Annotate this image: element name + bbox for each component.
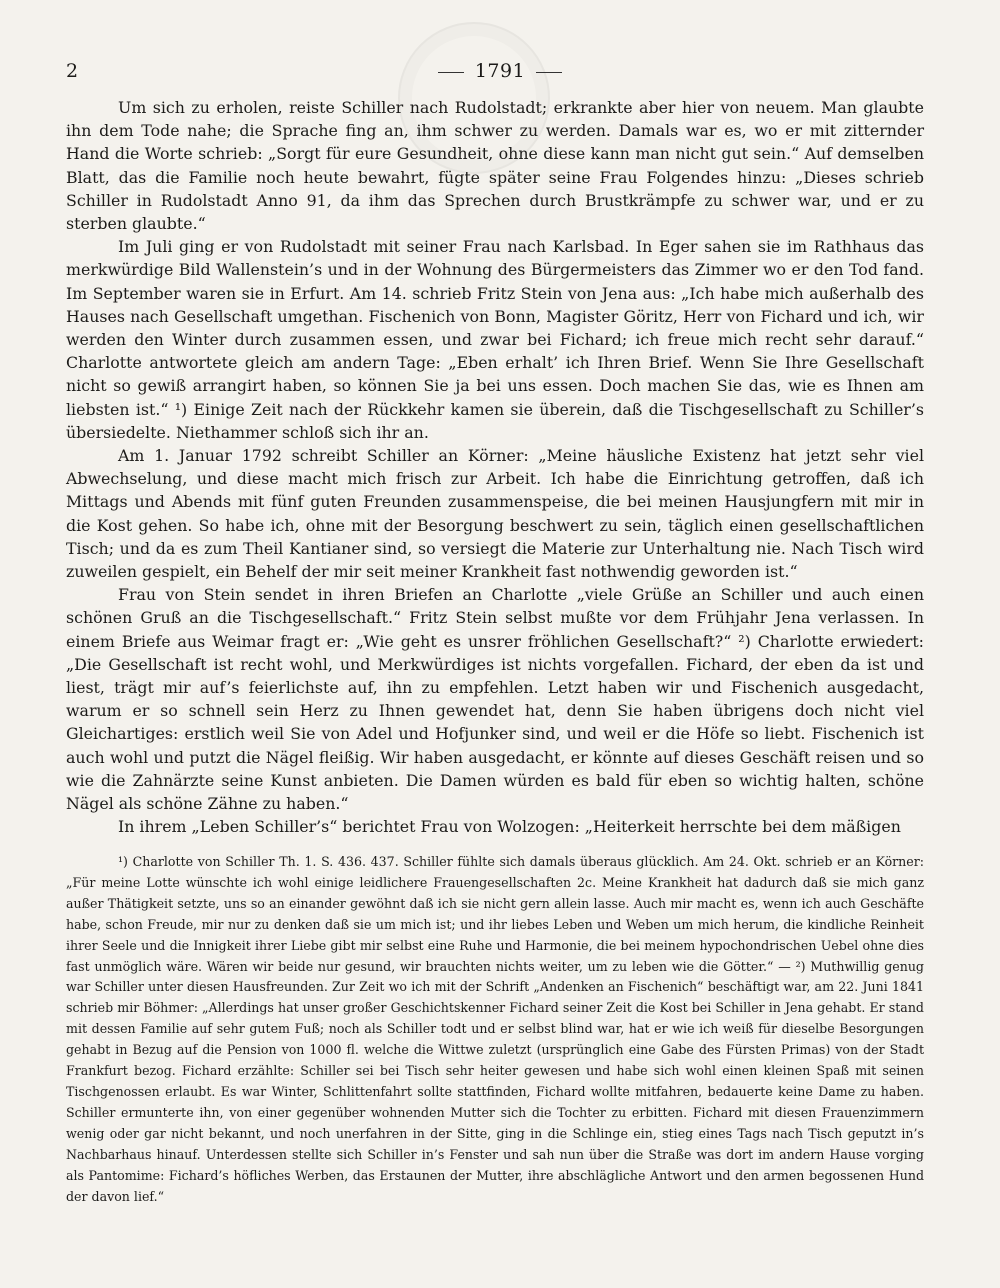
- page-header: [66, 60, 934, 86]
- page-number: 2: [66, 60, 79, 82]
- body-paragraph: In ihrem „Leben Schiller’s“ berichtet Frau von Wolzogen: „Heiterkeit herrschte bei dem mäßigen: [118, 817, 901, 837]
- header-dash-right: [536, 72, 562, 73]
- body-paragraph: Am 1. Januar 1792 schreibt Schiller an Körner: „Meine häusliche Existenz hat jetzt sehr viel Abwechselung, und diese macht mich frisch zur Arbeit. Ich habe die Einrichtung getroffen, daß ich Mittags und Abends mit fünf guten Freunden zusammenspeise, die bei meinen Hausjungfern mit mir in die Kost gehen. So habe ich, ohne mit der Besorgung beschwert zu sein, täglich einen gesellschaftlichen Tisch; und da es zum Theil Kantianer sind, so versiegt die Materie zur Unterhaltung nie. Nach Tisch wird zuweilen gespielt, ein Behelf der mir seit meiner Krankheit fast nothwendig geworden ist.“: [66, 446, 924, 582]
- body-paragraph: Frau von Stein sendet in ihren Briefen an Charlotte „viele Grüße an Schiller und auch einen schönen Gruß an die Tischgesellschaft.“ Fritz Stein selbst mußte vor dem Frühjahr Jena verlassen. In einem Briefe aus Weimar fragt er: „Wie geht es unsrer fröhlichen Gesellschaft?“ ²) Charlotte erwiedert: „Die Gesellschaft ist recht wohl, und Merkwürdiges ist nichts vorgefallen. Fichard, der eben da ist und liest, trägt mir auf’s feierlichste auf, ihn zu empfehlen. Letzt haben wir und Fischenich ausgedacht, warum er so schnell sein Herz zu Ihnen gewendet hat, denn Sie haben übrigens doch nicht viel Gleichartiges: erstlich weil Sie von Adel und Hofjunker sind, und weil er die Höfe so liebt. Fischenich ist auch wohl und putzt die Nägel fleißig. Wir haben ausgedacht, er könnte auf dieses Geschäft reisen und so wie die Zahnärzte seine Kunst anbieten. Die Damen würden es bald für eben so wichtig halten, schöne Nägel als schöne Zähne zu haben.“: [66, 585, 924, 814]
- running-head-year: 1791: [474, 60, 526, 82]
- footnotes: [66, 852, 924, 1207]
- running-head: [66, 60, 934, 82]
- body-paragraph: Um sich zu erholen, reiste Schiller nach Rudolstadt; erkrankte aber hier von neuem. Man glaubte ihn dem Tode nahe; die Sprache fing an, ihm schwer zu werden. Damals war es, wo er mit zitternder Hand die Worte schrieb: „Sorgt für eure Gesundheit, ohne diese kann man nicht gut sein.“ Auf demselben Blatt, das die Familie noch heute bewahrt, fügte später seine Frau Folgendes hinzu: „Dieses schrieb Schiller in Rudolstadt Anno 91, da ihm das Sprechen durch Brustkrämpfe zu schwer war, und er zu sterben glaubte.“: [66, 98, 924, 234]
- header-dash-left: [438, 72, 464, 73]
- footnote-paragraph: ¹) Charlotte von Schiller Th. 1. S. 436. 437. Schiller fühlte sich damals überaus glücklich. Am 24. Okt. schrieb er an Körner: „Für meine Lotte wünschte ich wohl einige leidlichere Frauengesellschaften 2c. Meine Krankheit hat dadurch daß sie mich ganz außer Thätigkeit setzte, uns so an einander gewöhnt daß ich sie nicht gern allein lasse. Auch mir macht es, wenn ich auch Geschäfte habe, schon Freude, mir nur zu denken daß sie um mich ist; und ihr liebes Leben und Weben um mich herum, die kindliche Reinheit ihrer Seele und die Innigkeit ihrer Liebe gibt mir selbst eine Ruhe und Harmonie, die bei meinem hypochondrischen Uebel ohne dies fast unmöglich wäre. Wären wir beide nur gesund, wir brauchten nichts weiter, um zu leben wie die Götter.“ — ²) Muthwillig genug war Schiller unter diesen Hausfreunden. Zur Zeit wo ich mit der Schrift „Andenken an Fischenich“ beschäftigt war, am 22. Juni 1841 schrieb mir Böhmer: „Allerdings hat unser großer Geschichtskenner Fichard seiner Zeit die Kost bei Schiller in Jena gehabt. Er stand mit dessen Familie auf sehr gutem Fuß; noch als Schiller todt und er selbst blind war, hat er wie ich weiß für dieselbe Besorgungen gehabt in Bezug auf die Pension von 1000 fl. welche die Wittwe zuletzt (ursprünglich eine Gabe des Fürsten Primas) von der Stadt Frankfurt bezog. Fichard erzählte: Schiller sei bei Tisch sehr heiter gewesen und habe sich wohl einen kleinen Spaß mit seinen Tischgenossen erlaubt. Es war Winter, Schlittenfahrt sollte stattfinden, Fichard wollte mitfahren, bedauerte keine Dame zu haben. Schiller ermunterte ihn, von einer gegenüber wohnenden Mutter sich die Tochter zu erbitten. Fichard mit diesen Frauenzimmern wenig oder gar nicht bekannt, und noch unerfahren in der Sitte, ging in die Schlinge ein, stieg eines Tags nach Tisch geputzt in’s Nachbarhaus hinauf. Unterdessen stellte sich Schiller in’s Fenster und sah nun über die Straße was dort im andern Hause vorging als Pantomime: Fichard’s höfliches Werben, das Erstaunen der Mutter, ihre abschlägliche Antwort und den armen begossenen Hund der davon lief.“: [66, 854, 924, 1204]
- body-paragraph: Im Juli ging er von Rudolstadt mit seiner Frau nach Karlsbad. In Eger sahen sie im Rathhaus das merkwürdige Bild Wallenstein’s und in der Wohnung des Bürgermeisters das Zimmer wo er den Tod fand. Im September waren sie in Erfurt. Am 14. schrieb Fritz Stein von Jena aus: „Ich habe mich außerhalb des Hauses nach Gesellschaft umgethan. Fischenich von Bonn, Magister Göritz, Herr von Fichard und ich, wir werden den Winter durch zusammen essen, und zwar bei Fichard; ich freue mich recht sehr darauf.“ Charlotte antwortete gleich am andern Tage: „Eben erhalt’ ich Ihren Brief. Wenn Sie Ihre Gesellschaft nicht so gewiß arrangirt haben, so können Sie ja bei uns essen. Doch machen Sie das, wie es Ihnen am liebsten ist.“ ¹) Einige Zeit nach der Rückkehr kamen sie überein, daß die Tischgesellschaft zu Schiller’s übersiedelte. Niethammer schloß sich ihr an.: [66, 237, 924, 442]
- main-text: [66, 96, 924, 839]
